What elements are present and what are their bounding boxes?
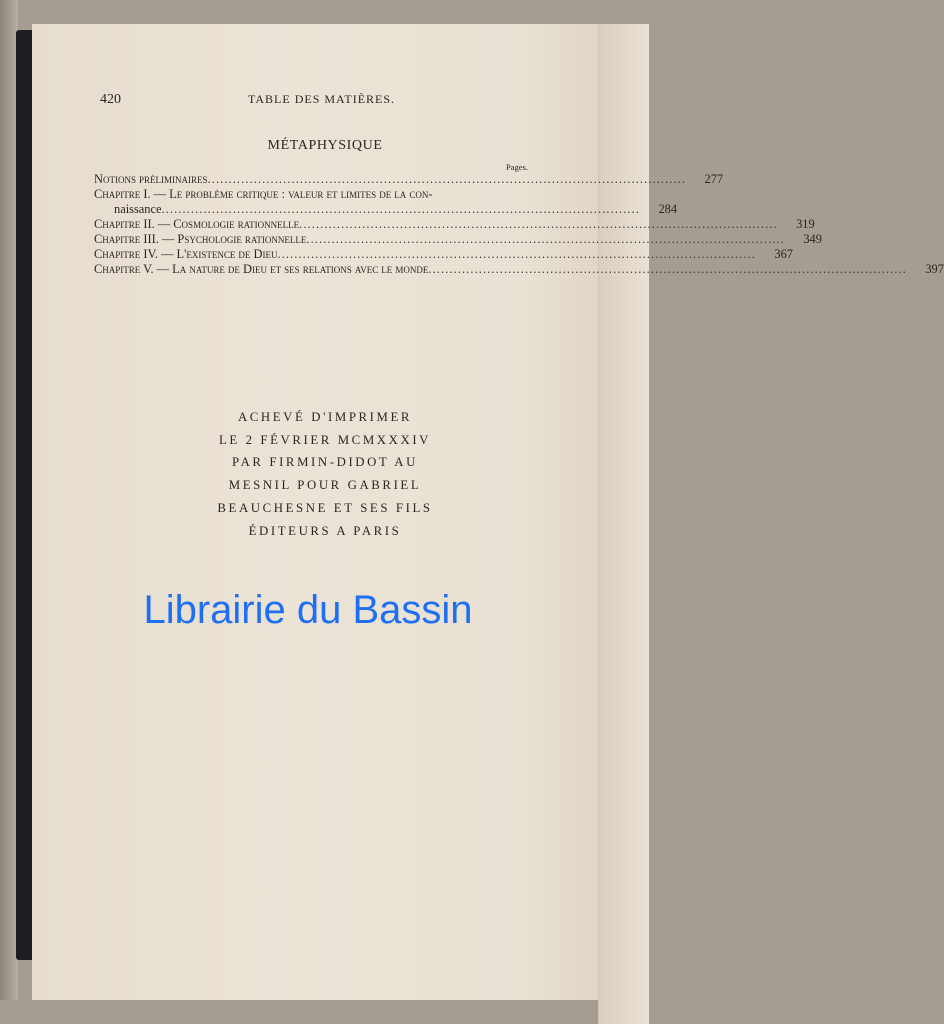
watermark: Librairie du Bassin [143,588,473,632]
toc-entry-page: 319 [796,217,815,231]
colophon [32,406,618,542]
toc-entry-label: naissance [114,202,162,216]
page-header [32,92,616,112]
dot-leader: .................................................................................................................. [299,217,778,231]
toc-entry-label: Chapitre II. — Cosmologie rationnelle [94,217,300,231]
toc-entry [94,172,724,187]
dot-leader: .................................................................................................................. [306,232,785,246]
colophon-line: MESNIL POUR GABRIEL [228,478,422,493]
dot-leader: .................................................................................................................. [428,262,907,276]
toc-entry [94,247,793,262]
pages-column-label: Pages. [506,162,528,172]
toc-entry-label: Notions préliminaires [94,172,208,186]
table-of-contents [94,172,944,277]
running-title: TABLE DES MATIÈRES. [248,92,396,106]
toc-entry [94,232,822,247]
section-title: MÉTAPHYSIQUE [267,138,383,153]
colophon-line: ÉDITEURS A PARIS [248,523,402,538]
colophon-line: BEAUCHESNE ET SES FILS [217,500,433,515]
toc-entry-page: 284 [658,202,678,216]
toc-entry-page: 367 [774,247,793,261]
colophon-line: ACHEVÉ D'IMPRIMER [237,410,413,424]
toc-entry-label: Chapitre V. — La nature de Dieu et ses relations avec le monde [94,262,429,276]
dot-leader: .................................................................................................................. [207,172,687,186]
toc-entry [94,262,944,277]
toc-entry-label: Chapitre IV. — L'existence de Dieu [94,247,278,261]
toc-entry-page: 349 [803,232,822,246]
book-page [32,24,944,1000]
toc-entry-page: 277 [704,172,724,186]
toc-entry [94,217,815,232]
page-number: 420 [100,92,121,107]
colophon-line: LE 2 FÉVRIER MCMXXXIV [218,432,432,447]
toc-entry [94,187,534,202]
toc-entry-label: Chapitre III. — Psychologie rationnelle [94,232,307,246]
toc-entry-page: 397 [925,262,944,276]
toc-entry [94,202,678,217]
dot-leader: .................................................................................................................. [161,202,641,216]
dot-leader: .................................................................................................................. [277,247,756,261]
toc-entry-label: Chapitre I. — Le problème critique : valeur et limites de la con- [94,187,433,201]
colophon-line: PAR FIRMIN-DIDOT AU [232,455,418,470]
